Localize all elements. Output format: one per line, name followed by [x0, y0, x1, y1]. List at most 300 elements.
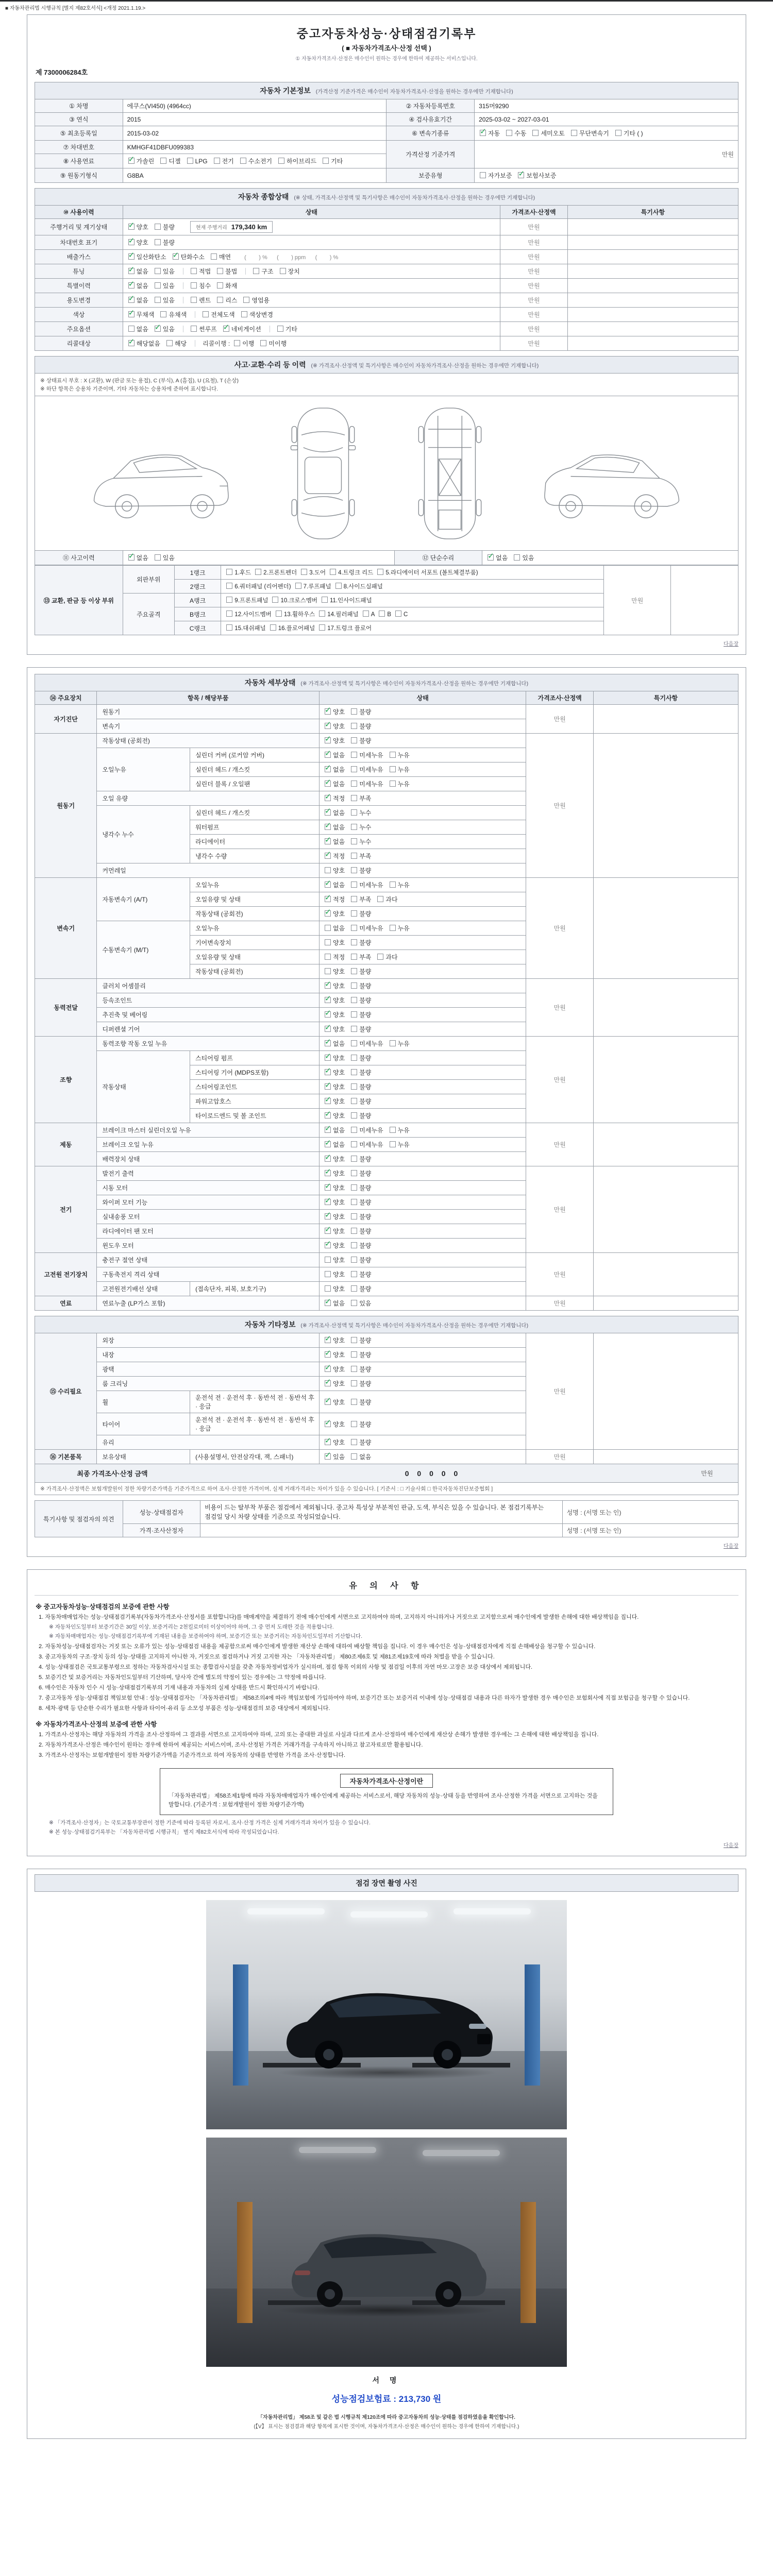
option	[166, 339, 187, 348]
checkbox	[155, 268, 161, 274]
insurance-premium	[35, 2392, 738, 2404]
option	[480, 129, 500, 138]
checkbox	[351, 939, 357, 945]
notice-line: ※ 자동차가격조사·산정의 보증에 관한 사항	[36, 1720, 157, 1728]
option	[351, 751, 383, 759]
checkbox	[351, 1199, 357, 1205]
state-cell	[320, 719, 526, 734]
table-row: ⑯ 기본품목 보유상태 (사용설명서, 안전삼각대, 잭, 스패너) ✓ 있음 없음 만원	[35, 1450, 738, 1464]
table-row: 워터펌프 ✓ 없음 누수	[35, 820, 738, 835]
option	[325, 1169, 345, 1178]
next-page-link[interactable]: 다음장	[724, 1842, 738, 1849]
checkbox	[351, 1242, 357, 1248]
option	[325, 1082, 345, 1091]
option	[518, 171, 556, 180]
checkbox	[243, 297, 249, 303]
checkbox	[325, 1271, 331, 1277]
next-page-link[interactable]: 다음장	[724, 641, 738, 647]
option-label: 있음	[359, 1300, 372, 1307]
section-note: (※ 가격조사·산정액 및 특기사항은 매수인이 자동차가격조사·산정을 원하는 경우에만 기재합니다)	[300, 1323, 529, 1329]
basic-info-table	[35, 99, 738, 183]
page-4	[27, 1869, 746, 2439]
option-label: 양호	[333, 1285, 345, 1293]
option	[191, 296, 211, 304]
notice-line: 3. 가격조사·산정자는 보험개발원이 정한 차량기준가액을 기준가격으로 하여 자동차의 상태를 반영한 가격을 조사·산정합니다.	[39, 1752, 346, 1758]
checkbox	[325, 1026, 331, 1032]
footer-line-1: 「자동차관리법」 제58조 및 같은 법 시행규칙 제120조에 따라 중고자동차의 성능·상태를 점검하였음을 확인합니다.	[258, 2414, 515, 2420]
table-row	[35, 113, 738, 126]
option	[325, 1111, 345, 1120]
table-row: 윈도우 모터 ✓ 양호 불량	[35, 1239, 738, 1253]
option-label: 없음	[333, 781, 345, 788]
option-label: 적정	[333, 896, 345, 903]
option-label: 있음	[522, 554, 534, 562]
option-label: 11.인사이드패널	[329, 598, 372, 604]
field-label: ③ 연식	[35, 113, 123, 126]
option	[155, 281, 175, 290]
table-row: 룸 크리닝 ✓ 양호 불량	[35, 1377, 738, 1391]
state-cell	[123, 219, 500, 235]
state-cell	[123, 322, 500, 336]
option	[351, 1111, 371, 1120]
state-cell	[123, 293, 500, 308]
table-row: 냉각수 누수 실린더 헤드 / 개스킷 ✓ 없음 누수	[35, 806, 738, 820]
state-cell	[320, 993, 526, 1008]
option-label: 불량	[162, 224, 175, 231]
notice-line: ※ 자동차인도일부터 보증기간은 30일 이상, 보증거리는 2천킬로미터 이상이어야 하며, 그 중 먼저 도래한 것을 적용합니다.	[49, 1624, 334, 1631]
final-price-label: 최종 가격조사·산정 금액	[77, 1470, 148, 1478]
table-row: 타이로드엔드 및 볼 조인트 ✓ 양호 불량	[35, 1109, 738, 1123]
state-cell	[320, 950, 526, 964]
checkbox	[351, 1184, 357, 1191]
section-title-basic	[35, 82, 738, 99]
option-label: 부족	[359, 795, 372, 802]
option	[351, 1299, 371, 1308]
option-label: 있음	[162, 554, 175, 562]
option	[226, 596, 268, 604]
field-label: ① 차명	[35, 99, 123, 113]
checkbox	[325, 723, 331, 729]
table-row: C랭크 15.대쉬패널 16.플로어패널 17.트렁크 플로어	[35, 621, 738, 635]
checkbox	[325, 896, 331, 902]
state-cell	[320, 1094, 526, 1109]
option-label: 없음	[333, 752, 345, 759]
checkbox	[351, 1257, 357, 1263]
table-row: 고전원전기배선 상태 (접속단자, 피복, 보호기구) 양호 불량	[35, 1282, 738, 1296]
option-label: 없음	[333, 838, 345, 845]
option-label: 자동	[488, 130, 500, 137]
checkbox	[325, 1141, 331, 1147]
checkbox	[351, 1300, 357, 1306]
option-label: 썬루프	[198, 326, 217, 333]
checkbox	[325, 1285, 331, 1292]
option-label: 있음	[162, 282, 175, 290]
section-title-text: 자동차 기본정보	[260, 87, 311, 95]
option-label: 불량	[359, 1170, 372, 1177]
car-bottom-view-diagram	[409, 401, 491, 546]
option	[203, 310, 234, 319]
table-row: 디퍼렌셜 기어 ✓ 양호 불량	[35, 1022, 738, 1037]
option-label: 불량	[359, 1011, 372, 1019]
option-label: 렌트	[198, 297, 211, 304]
option-label: 불량	[359, 1351, 372, 1359]
option	[319, 610, 358, 618]
option	[390, 779, 410, 788]
checkbox	[325, 1242, 331, 1248]
table-row: 고전원 전기장치 충전구 절연 상태 양호 불량 만원	[35, 1253, 738, 1267]
option	[214, 157, 234, 165]
table-row: 리콜대상 ✓ 해당없음 해당 리콜이행 : 이행 미이행 만원	[35, 336, 738, 351]
option-label: 양호	[333, 1156, 345, 1163]
option	[390, 1140, 410, 1149]
option-label: 15.대쉬패널	[234, 625, 266, 632]
checkbox	[155, 326, 161, 332]
option	[325, 1140, 345, 1149]
option	[351, 736, 371, 745]
option	[351, 808, 371, 817]
option-label: 불량	[359, 1083, 372, 1091]
option-label: 양호	[333, 737, 345, 744]
checkbox	[351, 910, 357, 917]
option-label: 미세누유	[359, 781, 383, 788]
option-label: 양호	[333, 1337, 345, 1344]
field-value: 에쿠스(VI450) (4964cc)	[123, 99, 386, 113]
checkbox	[480, 172, 486, 178]
table-row: 작동상태 (공회전) ✓ 양호 불량	[35, 907, 738, 921]
option	[226, 568, 251, 577]
option-label: 4.트렁크 리드	[338, 570, 374, 576]
option-label: 양호	[333, 1011, 345, 1019]
field-label: ④ 검사유효기간	[386, 113, 475, 126]
checkbox	[325, 1421, 331, 1427]
option-label: 불량	[359, 910, 372, 918]
table-row	[35, 168, 738, 183]
option-label: 불량	[359, 982, 372, 990]
option	[260, 339, 287, 348]
state-cell	[320, 1008, 526, 1022]
option-label: 누유	[397, 766, 410, 773]
state-cell	[320, 936, 526, 950]
notice-line: 1. 가격조사·산정자는 해당 자동차의 가격을 조사·산정하여 그 결과를 서면으로 고지하여야 하며, 고의 또는 중대한 과실로 사실과 다르게 조사·산정하여 매수인에게 재산상 손해가 발생한 경우에는 그 손해에 대한 배상책임을 집니다.	[39, 1731, 599, 1738]
option	[351, 1126, 383, 1134]
state-cell	[221, 621, 604, 635]
state-cell	[123, 336, 500, 351]
table-row: 자기진단 원동기 ✓ 양호 불량 만원	[35, 705, 738, 719]
table-row: 연료 연료누출 (LP가스 포함) ✓ 없음 있음 만원	[35, 1296, 738, 1311]
checkbox	[325, 853, 331, 859]
checkbox	[128, 224, 135, 230]
option	[128, 281, 148, 290]
option	[351, 1379, 371, 1388]
table-row: 시동 모터 ✓ 양호 불량	[35, 1181, 738, 1195]
option	[351, 1155, 371, 1163]
option-label: 구조	[261, 268, 274, 275]
option	[325, 1336, 345, 1345]
checkbox	[351, 708, 357, 715]
option-label: 없음	[136, 268, 148, 275]
option-label: 누유	[397, 1127, 410, 1134]
option	[155, 296, 175, 304]
option	[325, 1227, 345, 1235]
option	[351, 765, 383, 774]
state-cell	[320, 1051, 526, 1065]
notice-line: 2. 자동차가격조사·산정은 매수인이 원하는 경우에 한하여 제공되는 서비스이며, 조사·산정된 가격은 거래가격을 구속하지 아니하고 참고자료로만 활용됩니다.	[39, 1741, 423, 1748]
checkbox	[351, 853, 357, 859]
state-cell	[320, 1362, 526, 1377]
option	[325, 1365, 345, 1374]
option-label: 자가보증	[488, 172, 512, 179]
checkbox	[155, 224, 161, 230]
option	[325, 1054, 345, 1062]
inspection-photo-2	[206, 2138, 567, 2367]
checkbox	[226, 624, 232, 631]
option-label: 불량	[359, 1199, 372, 1206]
checkbox	[325, 737, 331, 743]
section-title-text: 사고·교환·수리 등 이력	[234, 361, 306, 369]
accident-history-options	[123, 551, 394, 565]
table-row: 특별이력 ✓ 없음 있음 침수 화재 만원	[35, 279, 738, 293]
section-title-etc	[35, 1316, 738, 1333]
state-cell	[320, 1224, 526, 1239]
option	[325, 1379, 345, 1388]
checkbox	[323, 158, 329, 164]
option	[351, 823, 371, 832]
checkbox	[226, 597, 232, 603]
option-label: 없음	[333, 1127, 345, 1134]
checkbox	[518, 172, 524, 178]
checkbox	[325, 708, 331, 715]
checkbox	[325, 1199, 331, 1205]
section-note: (※ 가격조사·산정액 및 특기사항은 매수인이 자동차가격조사·산정을 원하는 경우에만 기재합니다)	[300, 681, 529, 687]
checkbox	[351, 968, 357, 974]
option	[390, 1126, 410, 1134]
document-number: 제 7300006284호	[36, 69, 88, 76]
option	[377, 895, 397, 904]
option	[223, 325, 261, 333]
warranty-options	[475, 168, 738, 183]
option	[390, 1039, 410, 1048]
state-cell	[320, 1333, 526, 1348]
checkbox	[351, 982, 357, 989]
option	[325, 1350, 345, 1359]
state-cell	[320, 1123, 526, 1138]
table-row: 스티어링 기어 (MDPS포함) ✓ 양호 불량	[35, 1065, 738, 1080]
checkbox	[532, 130, 539, 136]
option-label: 양호	[333, 1098, 345, 1105]
state-cell	[221, 607, 604, 621]
table-row: 배력장치 상태 ✓ 양호 불량	[35, 1152, 738, 1166]
option	[325, 779, 345, 788]
ceiling-light	[299, 2147, 376, 2153]
section-etc-info	[35, 1316, 738, 1495]
state-cell	[320, 1348, 526, 1362]
checkbox	[351, 1011, 357, 1018]
checkbox	[480, 130, 486, 136]
option	[351, 924, 383, 933]
option-label: 양호	[333, 1398, 345, 1406]
option-label: 없음	[333, 1300, 345, 1307]
option	[351, 707, 371, 716]
car-rear-quarter-diagram	[536, 404, 691, 543]
option-label: 양호	[333, 1228, 345, 1235]
state-cell	[320, 892, 526, 907]
option	[155, 223, 175, 231]
option-label: 영업용	[251, 297, 270, 304]
section-note: (※ 상태, 가격조사·산정액 및 특기사항은 매수인이 자동차가격조사·산정을 원하는 경우에만 기재합니다)	[294, 195, 535, 201]
option-label: 양호	[333, 1083, 345, 1091]
option-label: 양호	[333, 867, 345, 874]
lift-post	[233, 1964, 248, 2086]
checkbox	[506, 130, 512, 136]
state-cell	[320, 964, 526, 979]
checkbox	[128, 311, 135, 317]
checkbox	[253, 268, 259, 274]
notice-line: 3. 중고자동차의 구조·장치 등의 성능·상태를 고지하지 아니한 자, 거짓으로 점검하거나 거짓 고지한 자는 「자동차관리법」 제80조제6호 및 제81조제19호에 따라 처벌을 받을 수 있습니다.	[39, 1653, 495, 1660]
page-2	[27, 667, 746, 1557]
checkbox	[351, 1366, 357, 1372]
checkbox	[173, 253, 179, 260]
option	[571, 129, 609, 138]
final-price-value: 0 0 0 0 0	[405, 1469, 461, 1478]
section-title-text: 자동차 종합상태	[238, 193, 289, 201]
table-row: 광택 ✓ 양호 불량	[35, 1362, 738, 1377]
option	[325, 1398, 345, 1406]
ceiling-light	[453, 1908, 531, 1914]
option-label: A	[371, 612, 375, 618]
form-rule-reference: ■ 자동차관리법 시행규칙 [별지 제82호서식] <개정 2021.1.19.>	[5, 6, 146, 11]
option	[351, 895, 371, 904]
option-label: 침수	[198, 282, 211, 290]
checkbox	[390, 1127, 396, 1133]
checkbox	[325, 925, 331, 931]
option-label: 해당없음	[136, 340, 160, 347]
page-3	[27, 1569, 746, 1856]
checkbox	[155, 554, 161, 561]
checkbox	[325, 1337, 331, 1343]
option-label: 수동	[514, 130, 527, 137]
field-label: ⑧ 사용연료	[35, 154, 123, 168]
state-cell	[320, 1239, 526, 1253]
section-accident-history	[35, 356, 738, 635]
option-label: 네비게이션	[231, 326, 261, 333]
option	[351, 1227, 371, 1235]
option	[155, 325, 175, 333]
checkbox	[217, 297, 223, 303]
checkbox	[514, 554, 520, 561]
field-value: 315머9290	[475, 99, 738, 113]
notice-line: ※ 자동차매매업자는 성능·상태점검기록부에 기재된 내용을 보증하여야 하며, 보증기간 또는 보증거리는 자동차인도일부터 기산합니다.	[49, 1633, 363, 1639]
checkbox	[351, 752, 357, 758]
checkbox	[325, 1011, 331, 1018]
checkbox	[325, 1351, 331, 1358]
option	[379, 611, 391, 618]
ceiling-light	[423, 2150, 500, 2156]
checkbox	[226, 583, 232, 589]
checkbox	[325, 1040, 331, 1046]
table-row	[35, 126, 738, 141]
option	[351, 1365, 371, 1374]
checkbox	[377, 954, 383, 960]
opinion-signature: 성명 : (서명 또는 인)	[562, 1501, 738, 1524]
table-row: 오일누유 실린더 커버 (로커암 커버) ✓ 없음 미세누유 누유	[35, 748, 738, 762]
option	[351, 837, 371, 846]
option-label: 전체도색	[211, 311, 235, 318]
checkbox	[330, 569, 336, 575]
checkbox	[278, 158, 284, 164]
option	[488, 553, 508, 562]
option-label: 기타	[331, 158, 343, 165]
option	[155, 238, 175, 247]
option-label: 불량	[359, 1112, 372, 1120]
checkbox	[155, 282, 161, 289]
field-label: ⑥ 변속기종류	[386, 126, 475, 141]
option	[390, 924, 410, 933]
option-label: 양호	[333, 982, 345, 990]
option	[325, 707, 345, 716]
column-header: 특기사항	[593, 691, 738, 705]
checkbox	[325, 766, 331, 772]
checkbox	[325, 1170, 331, 1176]
state-cell	[320, 1109, 526, 1123]
checkbox	[351, 1156, 357, 1162]
section-overall-state	[35, 188, 738, 351]
option-label: 3.도어	[309, 570, 326, 576]
table-row: 제동 브레이크 마스터 실린더오일 누유 ✓ 없음 미세누유 누유 만원	[35, 1123, 738, 1138]
state-cell	[320, 878, 526, 892]
option	[377, 568, 478, 577]
option	[351, 1025, 371, 1033]
price-survey-definition-title: 자동차가격조사·산정이란	[340, 1774, 433, 1788]
next-page-link[interactable]: 다음장	[724, 1544, 738, 1549]
checkbox	[351, 1380, 357, 1386]
checkbox	[363, 611, 369, 617]
checkbox	[488, 554, 494, 561]
state-cell	[320, 1065, 526, 1080]
ceiling-light	[350, 1911, 428, 1918]
accident-flags-table	[35, 550, 738, 565]
option	[128, 296, 148, 304]
checkbox	[325, 1055, 331, 1061]
option	[173, 252, 205, 261]
lift-post	[525, 1964, 540, 2086]
option	[351, 938, 371, 947]
checkbox	[191, 282, 197, 289]
checkbox	[217, 282, 223, 289]
option-label: 불량	[359, 1420, 372, 1428]
state-cell	[320, 1022, 526, 1037]
option	[128, 310, 155, 319]
table-row: 파워고압호스 ✓ 양호 불량	[35, 1094, 738, 1109]
option	[351, 1336, 371, 1345]
option	[187, 158, 208, 165]
option-label: 양호	[333, 1420, 345, 1428]
option	[325, 866, 345, 875]
option	[390, 880, 410, 889]
option-label: 양호	[333, 1069, 345, 1076]
checkbox	[351, 954, 357, 960]
checkbox	[351, 1213, 357, 1219]
notice-line: ※ 중고자동차성능·상태점검의 보증에 관한 사항	[36, 1603, 170, 1611]
option	[351, 909, 371, 918]
option	[325, 1284, 345, 1293]
checkbox	[325, 954, 331, 960]
option-label: 불량	[359, 723, 372, 730]
car-front-quarter-diagram	[82, 404, 237, 543]
option	[351, 1169, 371, 1178]
detail-state-table	[35, 691, 738, 1311]
option	[351, 866, 371, 875]
option-label: 누수	[359, 824, 372, 831]
